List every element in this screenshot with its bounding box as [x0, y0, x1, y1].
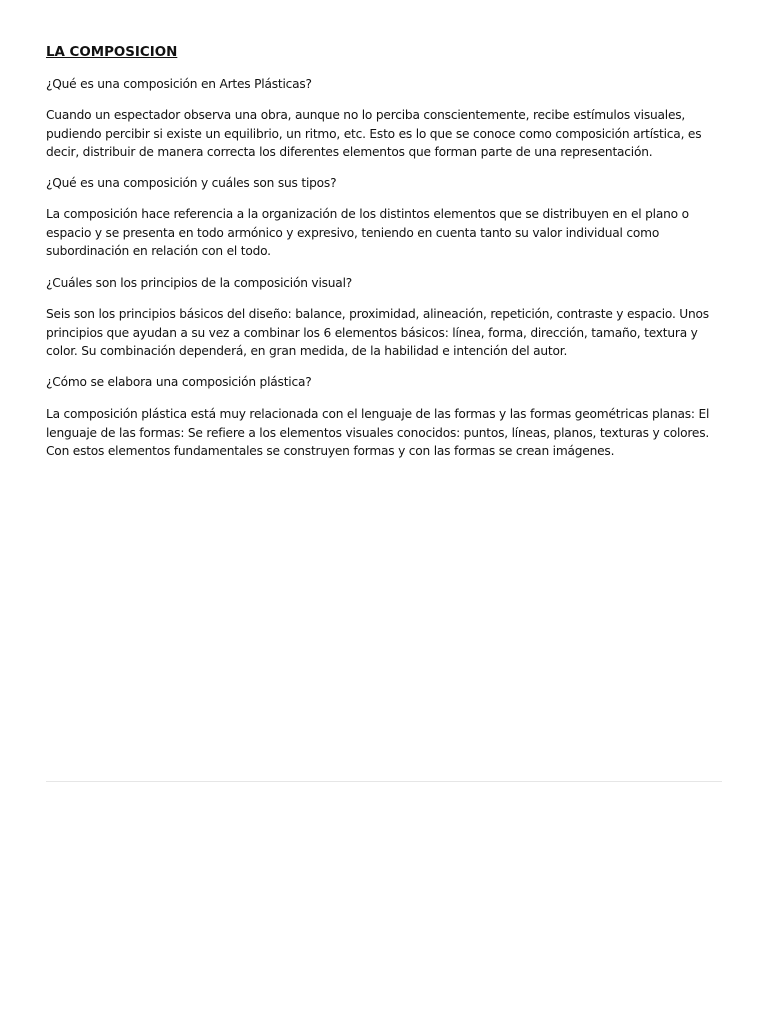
answer-3: Seis son los principios básicos del diseño: balance, proximidad, alineación, repetición, contraste y espacio. Unos principios que ayudan a su vez a combinar los 6 elementos básicos: línea, forma, dirección, tamaño, textura y color. Su combinación dependerá, en gran medida, de la habilidad e intención del autor.	[46, 307, 709, 359]
answer-2: La composición hace referencia a la organización de los distintos elementos que se distribuyen en el plano o espacio y se presenta en todo armónico y expresivo, teniendo en cuenta tanto su valor individual como subordinación en relación con el todo.	[46, 207, 689, 259]
question-1: ¿Qué es una composición en Artes Plásticas?	[46, 77, 312, 91]
answer-1: Cuando un espectador observa una obra, aunque no lo perciba conscientemente, recibe estímulos visuales, pudiendo percibir si existe un equilibrio, un ritmo, etc. Esto es lo que se conoce como composición artística, es decir, distribuir de manera correcta los diferentes elementos que forman parte de una representación.	[46, 108, 702, 160]
document-title: LA COMPOSICION	[46, 45, 178, 60]
answer-4: La composición plástica está muy relacionada con el lenguaje de las formas y las formas geométricas planas: El lenguaje de las formas: Se refiere a los elementos visuales conocidos: puntos, líneas, planos, texturas y colores. Con estos elementos fundamentales se construyen formas y con las formas se crean imágenes.	[46, 407, 710, 459]
question-2: ¿Qué es una composición y cuáles son sus tipos?	[46, 176, 337, 190]
question-3: ¿Cuáles son los principios de la composición visual?	[46, 276, 353, 290]
page-break-divider	[46, 781, 722, 782]
question-4: ¿Cómo se elabora una composición plástica?	[46, 375, 312, 389]
